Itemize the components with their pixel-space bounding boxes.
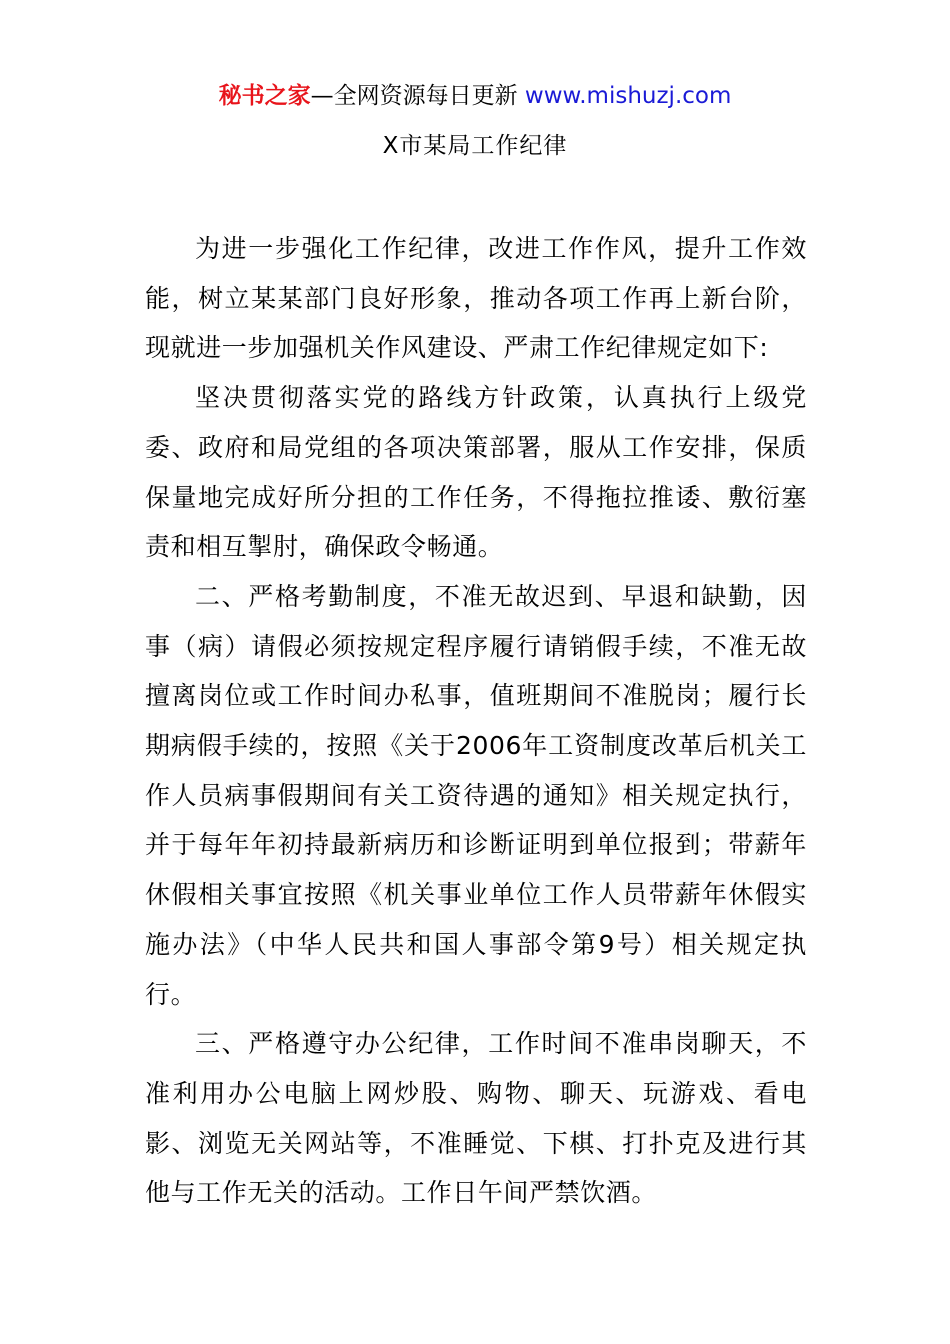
site-url-link[interactable]: www.mishuzj.com	[524, 83, 732, 109]
document-body	[145, 224, 807, 1218]
rule-paragraph-3: 三、严格遵守办公纪律，工作时间不准串岗聊天，不准利用办公电脑上网炒股、购物、聊天、玩游戏、看电影、浏览无关网站等，不准睡觉、下棋、打扑克及进行其他与工作无关的活动。工作日午间严禁饮酒。	[145, 1029, 807, 1208]
document-title: X市某局工作纪律	[382, 133, 568, 159]
intro-paragraph: 为进一步强化工作纪律，改进工作作风，提升工作效能，树立某某部门良好形象，推动各项工作再上新台阶，现就进一步加强机关作风建设、严肃工作纪律规定如下:	[145, 234, 807, 363]
site-header	[0, 80, 950, 112]
rule-paragraph-1: 坚决贯彻落实党的路线方针政策，认真执行上级党委、政府和局党组的各项决策部署，服从工作安排，保质保量地完成好所分担的工作任务，不得拖拉推诿、敷衍塞责和相互掣肘，确保政令畅通。	[145, 383, 807, 562]
header-slogan: —全网资源每日更新	[310, 83, 518, 109]
rule-paragraph-2: 二、严格考勤制度，不准无故迟到、早退和缺勤，因事（病）请假必须按规定程序履行请销假手续，不准无故擅离岗位或工作时间办私事，值班期间不准脱岗；履行长期病假手续的，按照《关于2006年工资制度改革后机关工作人员病事假期间有关工资待遇的通知》相关规定执行，并于每年年初持最新病历和诊断证明到单位报到；带薪年休假相关事宜按照《机关事业单位工作人员带薪年休假实施办法》（中华人民共和国人事部令第9号）相关规定执行。	[145, 581, 807, 1009]
brand-name: 秘书之家	[218, 83, 311, 109]
